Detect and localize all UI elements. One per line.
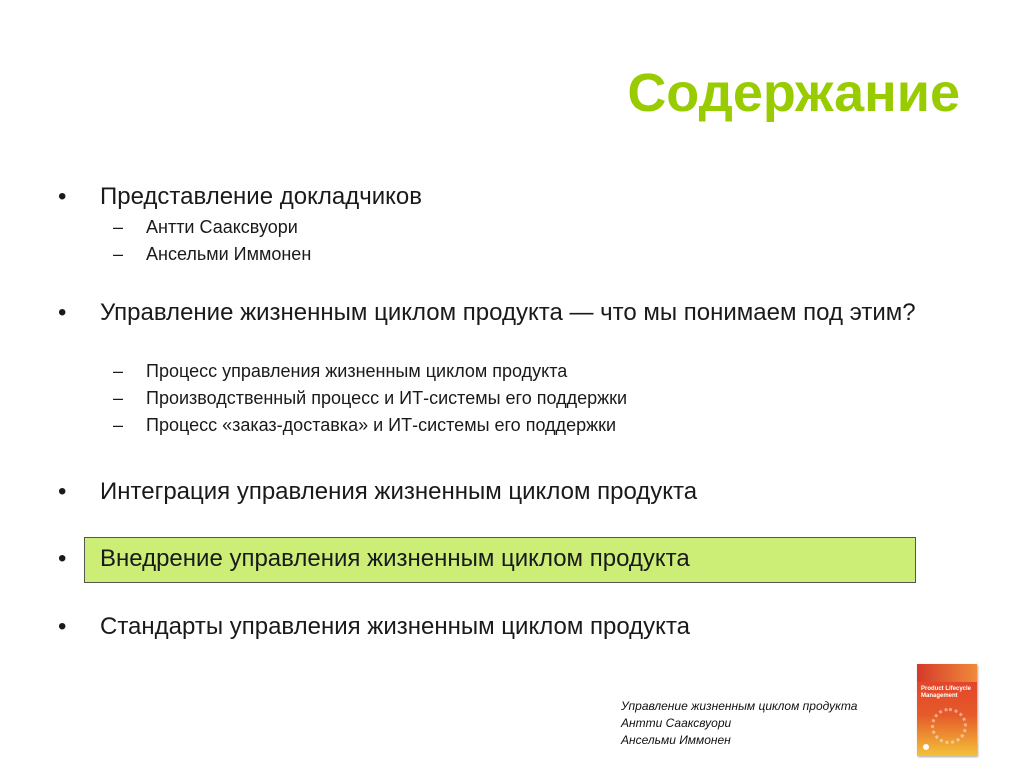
sub-item xyxy=(0,216,900,244)
sub-item-text: Ансельми Иммонен xyxy=(146,244,312,264)
cover-title: Product Lifecycle Management xyxy=(921,686,972,699)
bullet-text: Представление докладчиков xyxy=(100,183,422,210)
footer-info xyxy=(621,698,857,749)
bullet-marker: • xyxy=(58,183,67,210)
sub-marker: – xyxy=(113,361,124,381)
sub-marker: – xyxy=(113,388,124,408)
sub-item-text: Процесс управления жизненным циклом продукта xyxy=(146,361,568,381)
bullet-marker: • xyxy=(58,613,67,640)
sub-item-text: Процесс «заказ-доставка» и ИТ-системы его поддержки xyxy=(146,415,617,435)
sub-marker: – xyxy=(113,244,124,264)
bullet-marker: • xyxy=(58,545,67,572)
footer-book-title: Управление жизненным циклом продукта xyxy=(621,699,858,713)
bullet-text: Управление жизненным циклом продукта — что мы понимаем под этим? xyxy=(100,299,916,326)
sub-item-text: Антти Сааксвуори xyxy=(146,217,298,237)
sub-marker: – xyxy=(113,415,124,435)
sub-item xyxy=(0,360,900,388)
sub-item-text: Производственный процесс и ИТ-системы его поддержки xyxy=(146,388,628,408)
slide-title: Содержание xyxy=(627,63,960,123)
bullet-marker: • xyxy=(58,299,67,326)
footer-author-1: Антти Сааксвуори xyxy=(621,716,732,730)
bullet-marker: • xyxy=(58,478,67,505)
gear-icon xyxy=(931,708,967,744)
publisher-logo-icon xyxy=(923,744,929,750)
sub-item xyxy=(0,387,900,415)
bullet-text: Интеграция управления жизненным циклом продукта xyxy=(100,478,698,505)
sub-marker: – xyxy=(113,217,124,237)
cover-top-band xyxy=(917,664,977,682)
sub-item xyxy=(0,414,900,442)
bullet-text: Стандарты управления жизненным циклом продукта xyxy=(100,613,691,640)
book-cover-image xyxy=(917,664,977,756)
sub-item xyxy=(0,243,900,271)
footer-author-2: Ансельми Иммонен xyxy=(621,733,731,747)
bullet-text: Внедрение управления жизненным циклом продукта xyxy=(100,545,690,572)
